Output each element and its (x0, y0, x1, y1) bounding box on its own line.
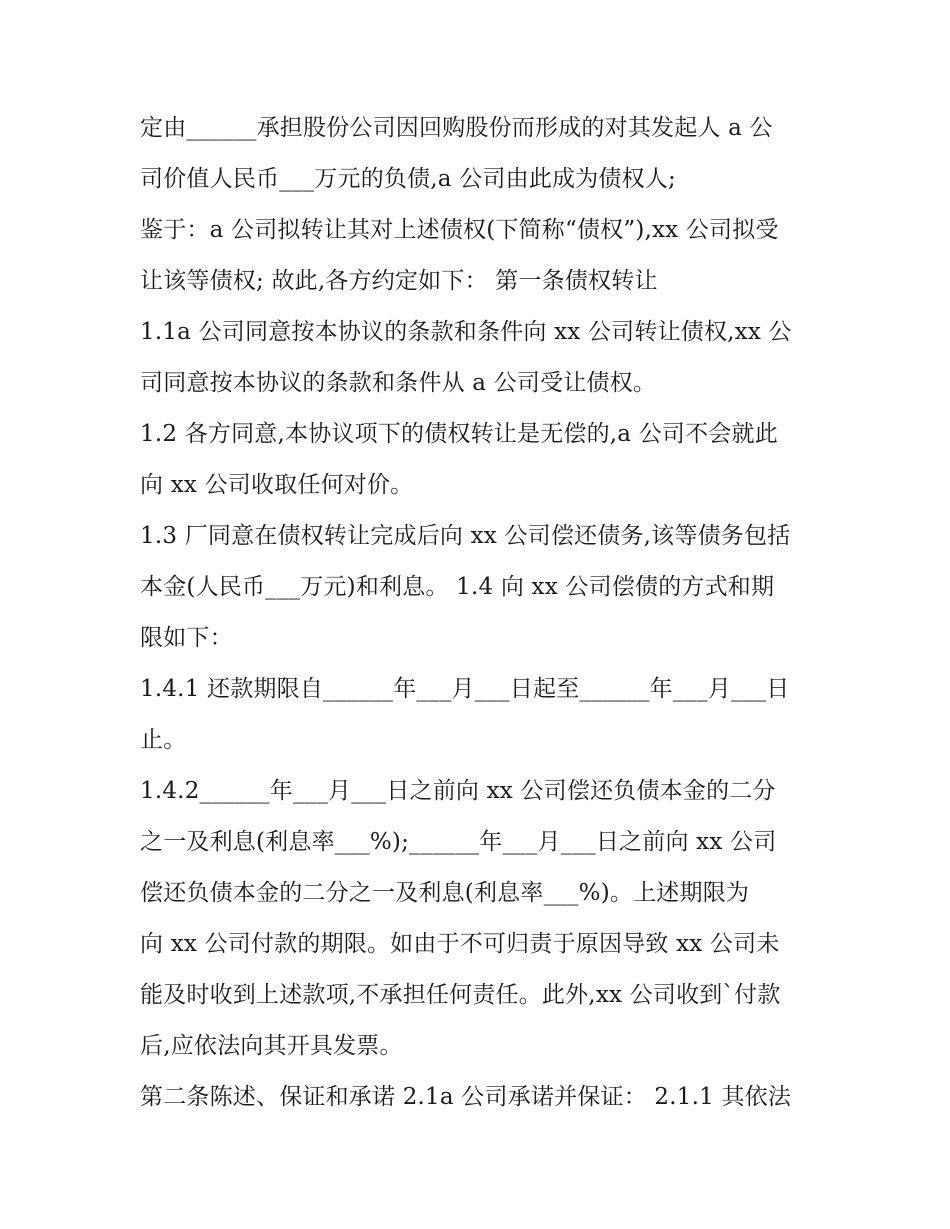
text-line: 第二条陈述、保证和承诺 2.1a 公司承诺并保证： 2.1.1 其依法 (140, 1084, 792, 1110)
text-line: 1.4.1 还款期限自______年___月___日起至______年___月___日 (140, 676, 790, 702)
text-line: 让该等债权; 故此,各方约定如下： 第一条债权转让 (140, 268, 658, 294)
text-line: 鉴于：a 公司拟转让其对上述债权(下简称“债权”),xx 公司拟受 (140, 217, 779, 243)
text-line: 定由______承担股份公司因回购股份而形成的对其发起人 a 公 (140, 115, 773, 141)
text-line: 司价值人民币___万元的负债,a 公司由此成为债权人; (140, 166, 676, 192)
text-line: 向 xx 公司付款的期限。如由于不可归责于原因导致 xx 公司未 (140, 931, 780, 957)
text-line: 后,应依法向其开具发票。 (140, 1033, 403, 1059)
text-line: 1.2 各方同意,本协议项下的债权转让是无偿的,a 公司不会就此 (140, 421, 778, 447)
text-line: 能及时收到上述款项,不承担任何责任。此外,xx 公司收到`付款 (140, 982, 781, 1008)
text-line: 本金(人民币___万元)和利息。 1.4 向 xx 公司偿债的方式和期 (140, 574, 775, 600)
document-body (140, 103, 820, 1123)
text-line: 司同意按本协议的条款和条件从 a 公司受让债权。 (140, 370, 657, 396)
text-line: 偿还负债本金的二分之一及利息(利息率___%)。上述期限为 (140, 880, 750, 906)
text-line: 1.4.2______年___月___日之前向 xx 公司偿还负债本金的二分 (140, 778, 776, 804)
text-line: 限如下： (140, 625, 233, 651)
text-line: 1.1a 公司同意按本协议的条款和条件向 xx 公司转让债权,xx 公 (140, 319, 792, 345)
text-line: 之一及利息(利息率___%);______年___月___日之前向 xx 公司 (140, 829, 777, 855)
text-line: 向 xx 公司收取任何对价。 (140, 472, 414, 498)
text-line: 1.3 厂同意在债权转让完成后向 xx 公司偿还债务,该等债务包括 (140, 523, 791, 549)
text-line: 止。 (140, 727, 187, 753)
